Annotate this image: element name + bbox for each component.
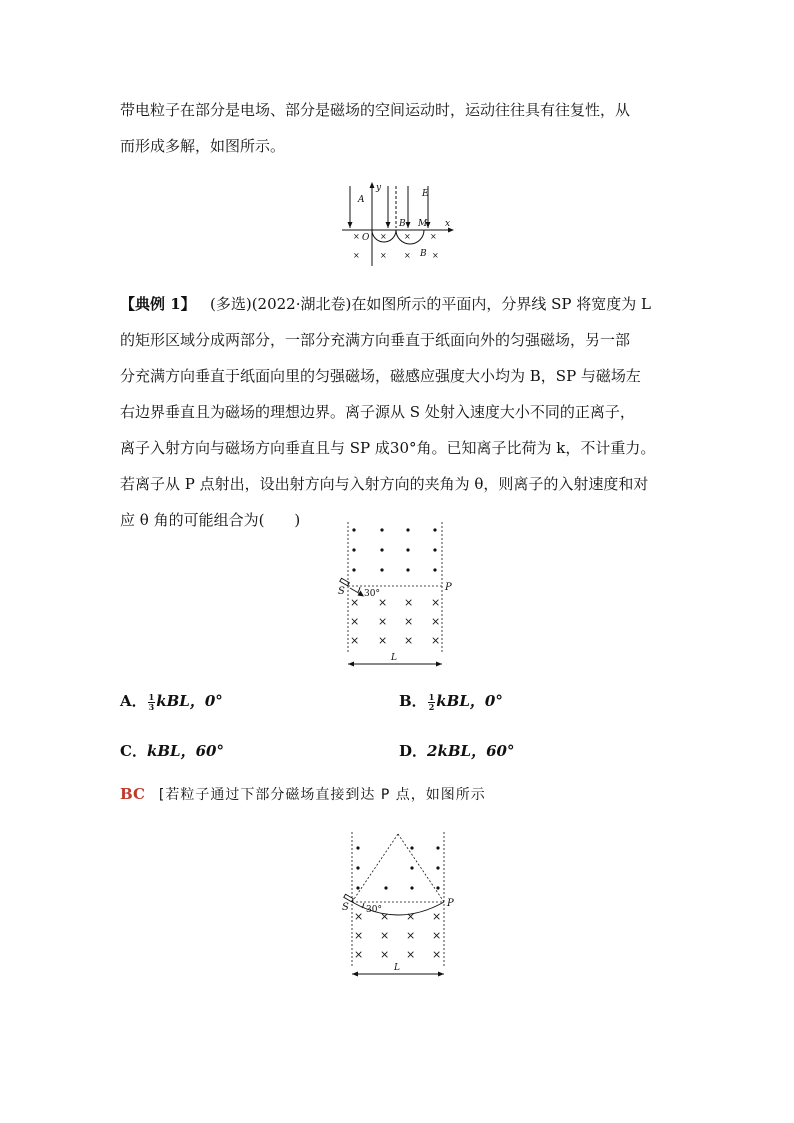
svg-text:×: × bbox=[432, 948, 442, 961]
figure-solution-trajectory bbox=[340, 830, 460, 980]
example-line-6: 若离子从 P 点射出，设出射方向与入射方向的夹角为 θ，则离子的入射速度和对 bbox=[120, 475, 649, 493]
svg-text:×: × bbox=[406, 929, 416, 942]
svg-text:×: × bbox=[404, 634, 414, 647]
example-problem bbox=[120, 286, 680, 538]
example-line-7: 应 θ 角的可能组合为( ) bbox=[120, 511, 301, 529]
ion-source bbox=[344, 894, 354, 902]
option-A-fraction: $\frac{1}{3}$ bbox=[148, 691, 155, 712]
svg-text:×: × bbox=[404, 615, 414, 628]
svg-text:×: × bbox=[380, 929, 390, 942]
intro-line-2: 而形成多解，如图所示。 bbox=[120, 137, 286, 155]
label-A: A bbox=[358, 195, 365, 205]
svg-text:×: × bbox=[406, 910, 416, 923]
arrow-1 bbox=[348, 222, 353, 228]
option-D[interactable]: D．2kBL，60° bbox=[399, 742, 515, 760]
svg-text:×: × bbox=[378, 615, 388, 628]
example-line-1: 【典例 1】 (多选)(2022·湖北卷)在如图所示的平面内，分界线 SP 将宽度为 L bbox=[120, 295, 651, 313]
svg-text:×: × bbox=[432, 910, 442, 923]
label-O: O bbox=[362, 233, 370, 243]
svg-text:×: × bbox=[432, 251, 439, 260]
example-tag: 【典例 1】 bbox=[120, 295, 196, 313]
svg-text:×: × bbox=[350, 634, 360, 647]
option-B[interactable]: B． $\frac{1}{2}$ kBL，0° bbox=[399, 691, 503, 712]
svg-text:×: × bbox=[406, 948, 416, 961]
answer-explanation: [若粒子通过下部分磁场直接到达 P 点，如图所示 bbox=[158, 787, 486, 803]
y-arrow bbox=[370, 182, 375, 188]
option-C[interactable]: C．kBL，60° bbox=[120, 742, 224, 760]
option-A[interactable]: A． $\frac{1}{3}$ kBL，0° bbox=[120, 691, 223, 712]
label-y: y bbox=[376, 183, 382, 193]
angle-arc bbox=[358, 587, 360, 592]
svg-text:×: × bbox=[350, 596, 360, 609]
svg-text:×: × bbox=[350, 615, 360, 628]
angle-arc bbox=[362, 903, 364, 908]
example-line-4: 右边界垂直且为磁场的理想边界。离子源从 S 处射入速度大小不同的正离子， bbox=[120, 403, 635, 421]
label-S: S bbox=[342, 902, 349, 913]
example-line-3: 分充满方向垂直于纸面向里的匀强磁场，磁感应强度大小均为 B，SP 与磁场左 bbox=[120, 367, 641, 385]
width-arrow-right bbox=[438, 972, 444, 977]
label-E: E bbox=[422, 189, 429, 199]
label-M: M bbox=[418, 219, 428, 229]
label-S: S bbox=[338, 586, 345, 597]
svg-text:×: × bbox=[404, 251, 411, 260]
svg-text:×: × bbox=[431, 615, 441, 628]
svg-text:×: × bbox=[353, 232, 360, 241]
svg-text:×: × bbox=[380, 948, 390, 961]
label-angle: 30° bbox=[366, 905, 382, 915]
label-P: P bbox=[445, 582, 452, 593]
svg-text:×: × bbox=[354, 948, 364, 961]
svg-text:×: × bbox=[353, 251, 360, 260]
field-into-page-marks bbox=[350, 596, 440, 647]
svg-text:×: × bbox=[430, 232, 437, 241]
label-L: L bbox=[394, 963, 400, 973]
width-arrow-left bbox=[348, 662, 354, 667]
svg-text:×: × bbox=[378, 596, 388, 609]
figure-magnetic-regions bbox=[336, 520, 456, 670]
label-B-low: B bbox=[420, 249, 427, 259]
width-arrow-right bbox=[436, 662, 442, 667]
svg-text:×: × bbox=[354, 910, 364, 923]
label-B-mid: B bbox=[399, 219, 406, 229]
label-P: P bbox=[447, 898, 454, 909]
field-into-page-marks bbox=[354, 910, 441, 961]
svg-text:×: × bbox=[380, 910, 390, 923]
figure-field-diagram bbox=[342, 180, 462, 270]
label-x: x bbox=[445, 219, 451, 229]
svg-text:×: × bbox=[380, 232, 387, 241]
svg-text:×: × bbox=[380, 251, 387, 260]
arrow-2 bbox=[386, 222, 391, 228]
label-angle: 30° bbox=[364, 589, 380, 599]
svg-text:×: × bbox=[431, 634, 441, 647]
field-out-of-page-dots bbox=[356, 846, 439, 889]
svg-text:×: × bbox=[404, 232, 411, 241]
example-line-5: 离子入射方向与磁场方向垂直且与 SP 成30°角。已知离子比荷为 k，不计重力。 bbox=[120, 439, 656, 457]
svg-text:×: × bbox=[431, 596, 441, 609]
answer-line bbox=[120, 784, 486, 804]
intro-line-1: 带电粒子在部分是电场、部分是磁场的空间运动时，运动往往具有往复性，从 bbox=[120, 101, 631, 119]
answer-letters: BC bbox=[120, 785, 145, 803]
width-arrow-left bbox=[352, 972, 358, 977]
svg-text:×: × bbox=[378, 634, 388, 647]
arrow-3 bbox=[406, 222, 411, 228]
example-line-2: 的矩形区域分成两部分，一部分充满方向垂直于纸面向外的匀强磁场，另一部 bbox=[120, 331, 631, 349]
svg-text:×: × bbox=[432, 929, 442, 942]
label-L: L bbox=[391, 653, 397, 663]
svg-text:×: × bbox=[354, 929, 364, 942]
option-B-fraction: $\frac{1}{2}$ bbox=[428, 691, 435, 712]
field-out-of-page-dots bbox=[352, 528, 436, 571]
intro-paragraph bbox=[120, 92, 680, 164]
svg-text:×: × bbox=[404, 596, 414, 609]
